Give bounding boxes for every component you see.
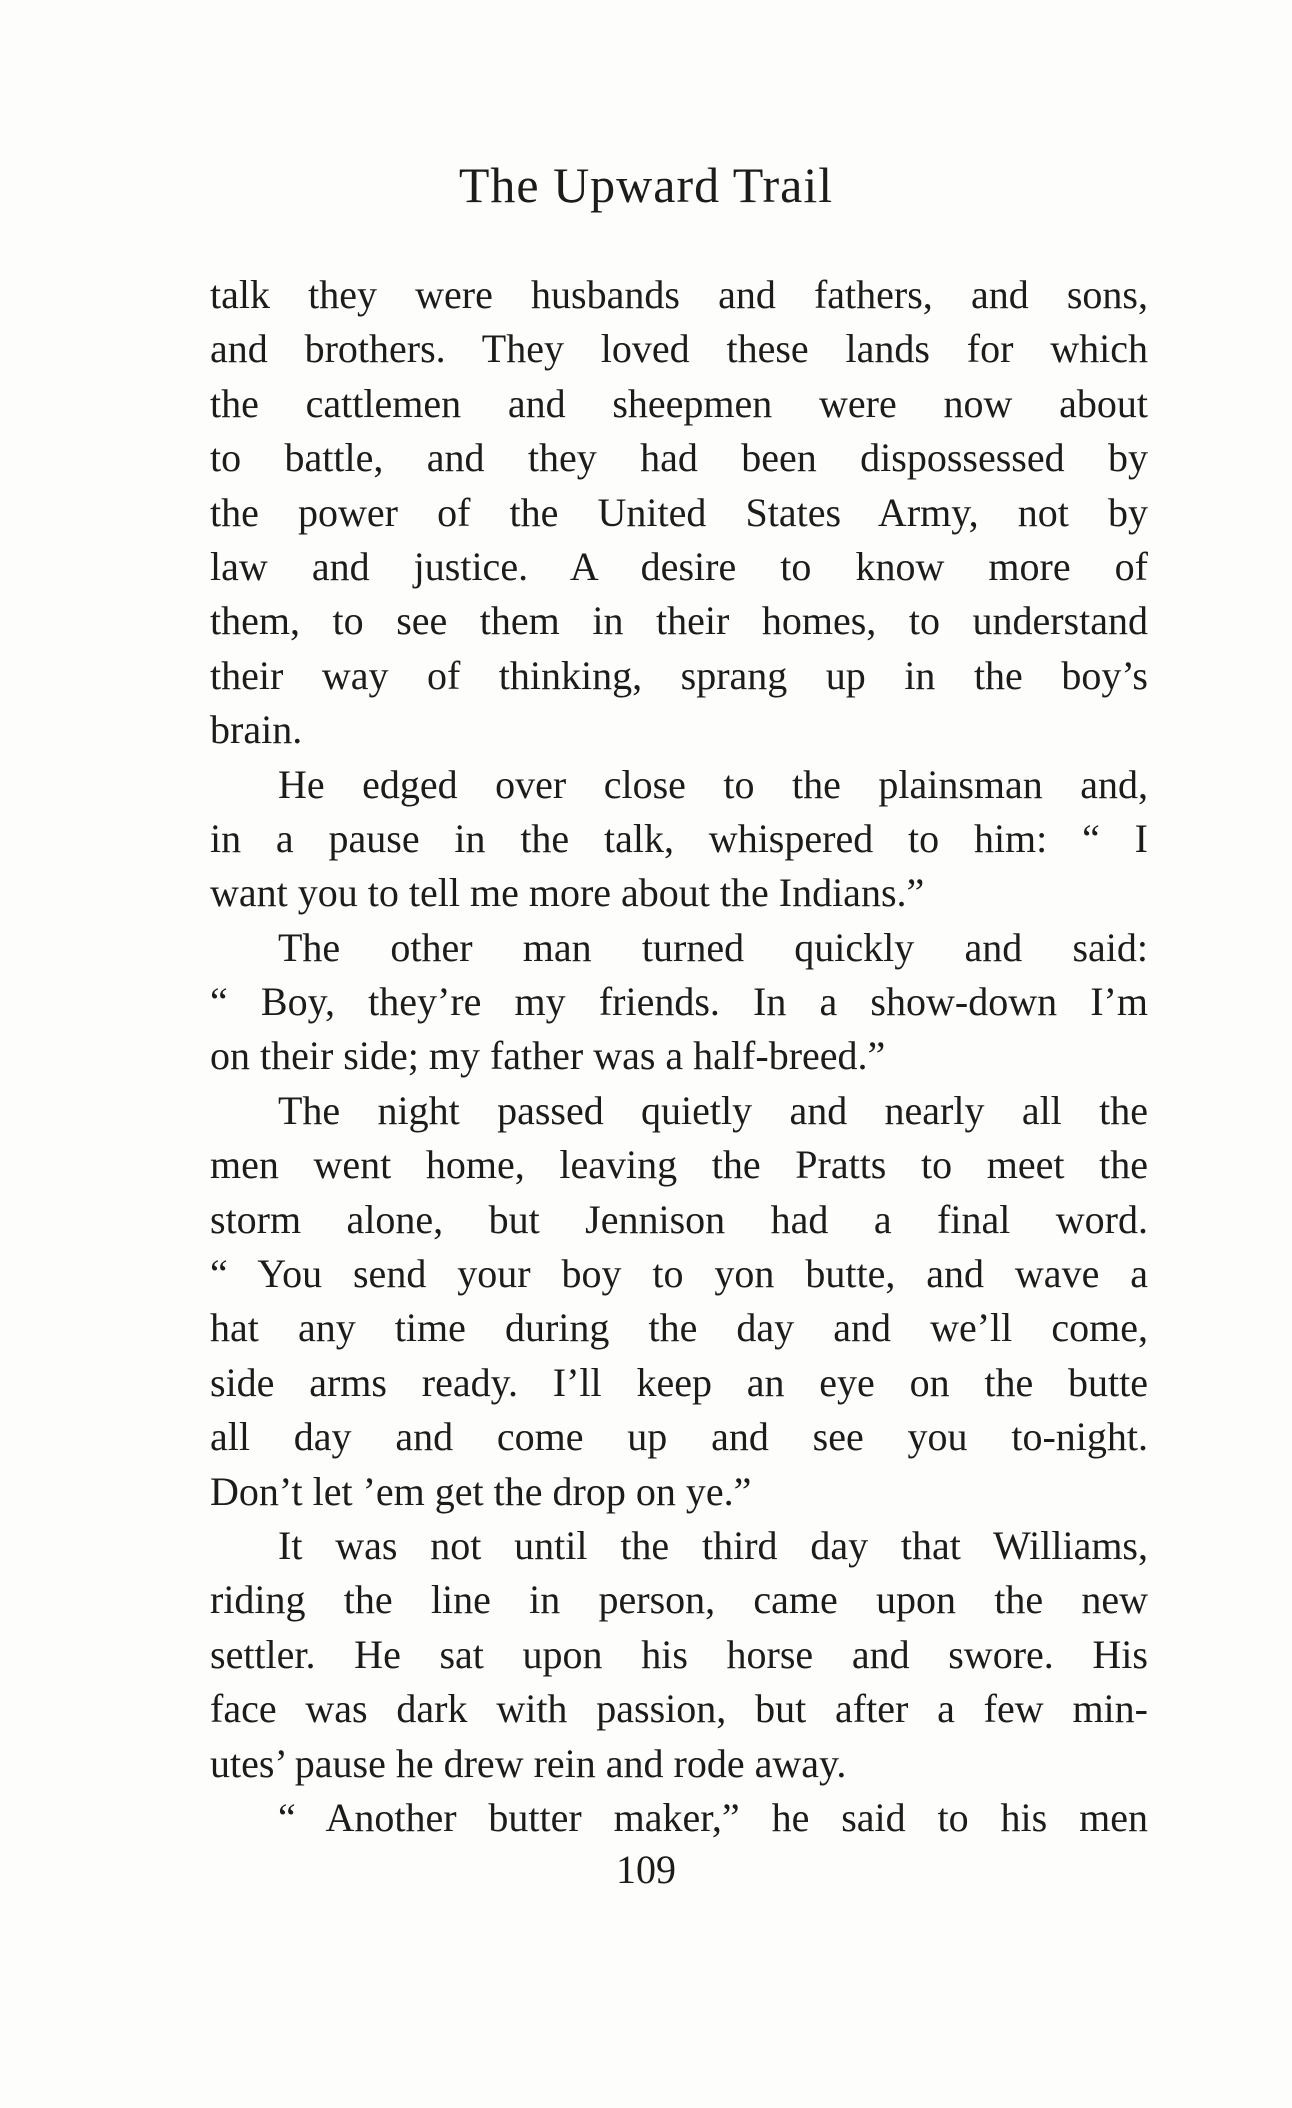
text-line: in a pause in the talk, whispered to him: “ I xyxy=(210,815,1148,861)
text-line: He edged over close to the plainsman and, xyxy=(278,761,1148,807)
text-line: to battle, and they had been dispossessed by xyxy=(210,435,1148,481)
running-head: The Upward Trail xyxy=(458,157,834,213)
body-text xyxy=(210,268,1148,1845)
text-line: storm alone, but Jennison had a final word. xyxy=(210,1196,1148,1242)
text-line: face was dark with passion, but after a few min- xyxy=(210,1686,1148,1732)
text-line: It was not until the third day that Williams, xyxy=(278,1522,1148,1568)
text-line: on their side; my father was a half-breed.” xyxy=(210,1033,886,1079)
text-line: brain. xyxy=(210,707,303,753)
text-line: The other man turned quickly and said: xyxy=(278,924,1148,970)
text-line: men went home, leaving the Pratts to meet the xyxy=(210,1142,1148,1188)
text-line: the power of the United States Army, not by xyxy=(210,489,1148,535)
text-line: hat any time during the day and we’ll come, xyxy=(210,1305,1148,1351)
text-line: side arms ready. I’ll keep an eye on the butte xyxy=(210,1359,1148,1405)
text-line: law and justice. A desire to know more of xyxy=(210,543,1148,589)
text-line: want you to tell me more about the Indians.” xyxy=(210,870,925,916)
text-line: all day and come up and see you to-night. xyxy=(210,1414,1148,1460)
text-line: settler. He sat upon his horse and swore. His xyxy=(210,1631,1148,1677)
text-line: the cattlemen and sheepmen were now about xyxy=(210,380,1148,426)
page-number: 109 xyxy=(616,1847,676,1892)
text-line: and brothers. They loved these lands for which xyxy=(210,326,1148,372)
text-line: “ You send your boy to yon butte, and wave a xyxy=(210,1251,1148,1297)
text-line: their way of thinking, sprang up in the boy’s xyxy=(210,652,1148,698)
text-line: them, to see them in their homes, to understand xyxy=(210,598,1148,644)
text-line: riding the line in person, came upon the new xyxy=(210,1577,1148,1623)
text-line: Don’t let ’em get the drop on ye.” xyxy=(210,1468,752,1514)
text-line: talk they were husbands and fathers, and sons, xyxy=(210,272,1148,317)
text-line: utes’ pause he drew rein and rode away. xyxy=(210,1740,847,1786)
text-line: The night passed quietly and nearly all the xyxy=(278,1087,1148,1133)
text-line: “ Another butter maker,” he said to his men xyxy=(278,1794,1148,1840)
text-line: “ Boy, they’re my friends. In a show-down I’m xyxy=(210,979,1148,1025)
